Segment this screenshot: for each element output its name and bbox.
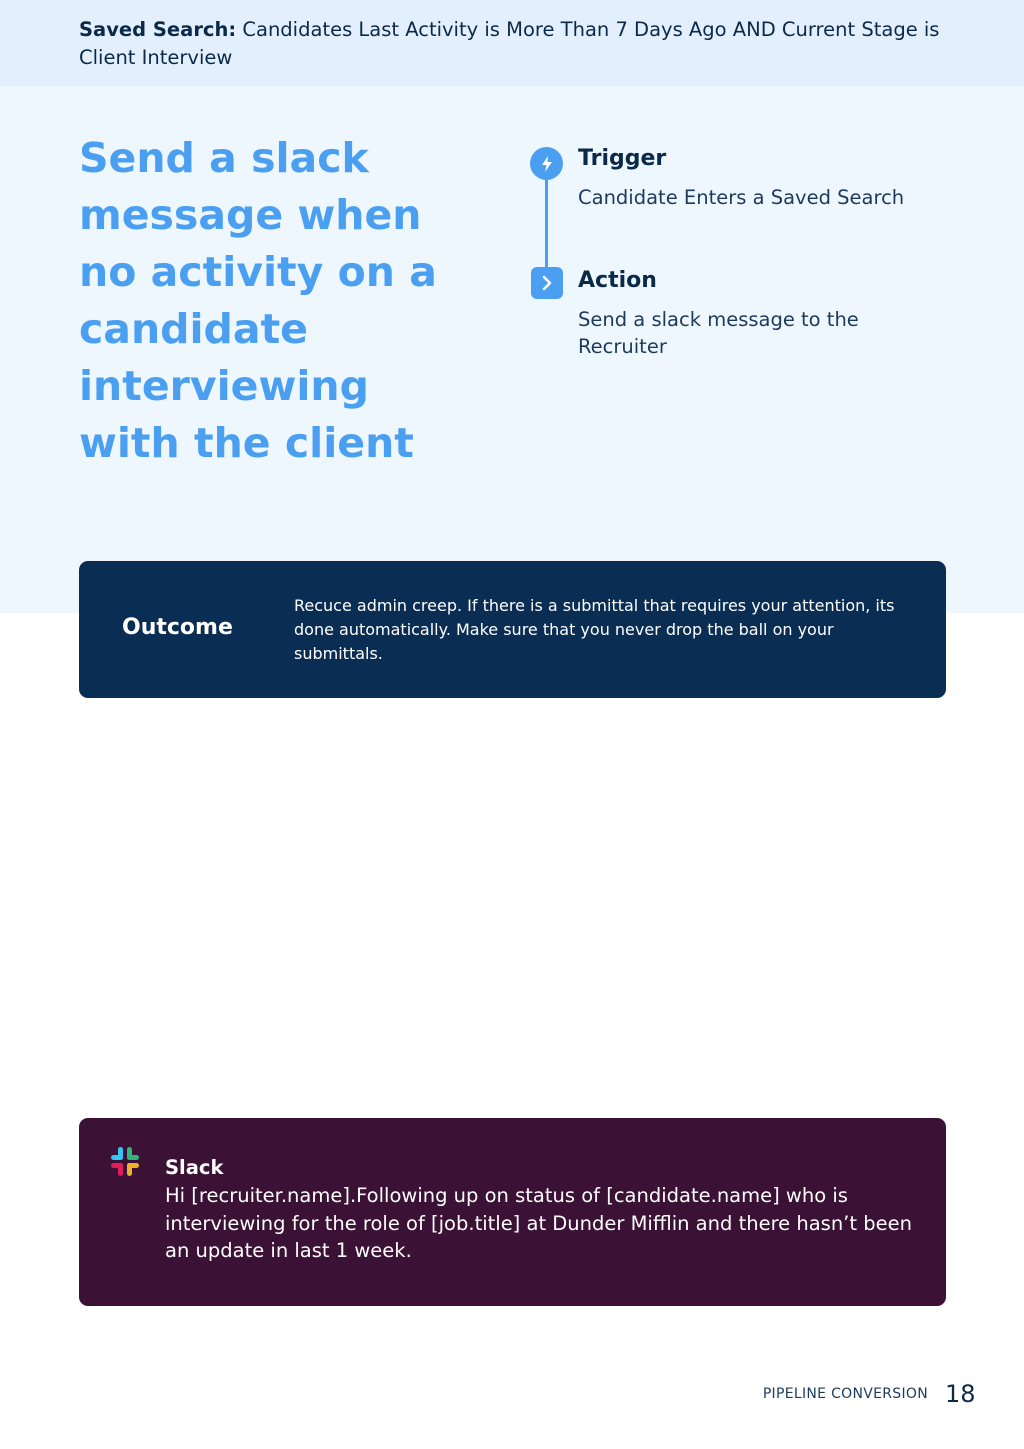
lightning-icon xyxy=(530,147,563,180)
slack-message-card xyxy=(79,1118,946,1306)
slack-message: Hi [recruiter.name].Following up on status of [candidate.name] who is interviewing for the role of [job.title] at Dunder Mifflin and there hasn’t been an update in last 1 week. xyxy=(165,1184,912,1262)
saved-search-text: Candidates Last Activity is More Than 7 Days Ago AND Current Stage is Client Interview xyxy=(79,18,940,69)
workflow-connector xyxy=(545,180,548,272)
outcome-card xyxy=(79,561,946,698)
page-title: Send a slack message when no activity on a candidate interviewing with the client xyxy=(79,134,437,467)
slack-logo-icon xyxy=(109,1145,142,1178)
outcome-text: Recuce admin creep. If there is a submittal that requires your attention, its done automatically. Make sure that you never drop the ball on your submittals. xyxy=(294,596,895,663)
action-title: Action xyxy=(578,268,657,293)
footer-section-label: PIPELINE CONVERSION xyxy=(762,1386,928,1402)
trigger-description: Candidate Enters a Saved Search xyxy=(578,186,905,209)
trigger-title: Trigger xyxy=(578,146,667,171)
saved-search-label: Saved Search: xyxy=(79,18,237,41)
action-description: Send a slack message to the Recruiter xyxy=(578,308,859,358)
outcome-label: Outcome xyxy=(122,615,233,640)
slack-title: Slack xyxy=(165,1156,224,1179)
page-number: 18 xyxy=(945,1380,976,1408)
chevron-right-icon xyxy=(531,267,563,299)
saved-search-line xyxy=(79,16,959,72)
